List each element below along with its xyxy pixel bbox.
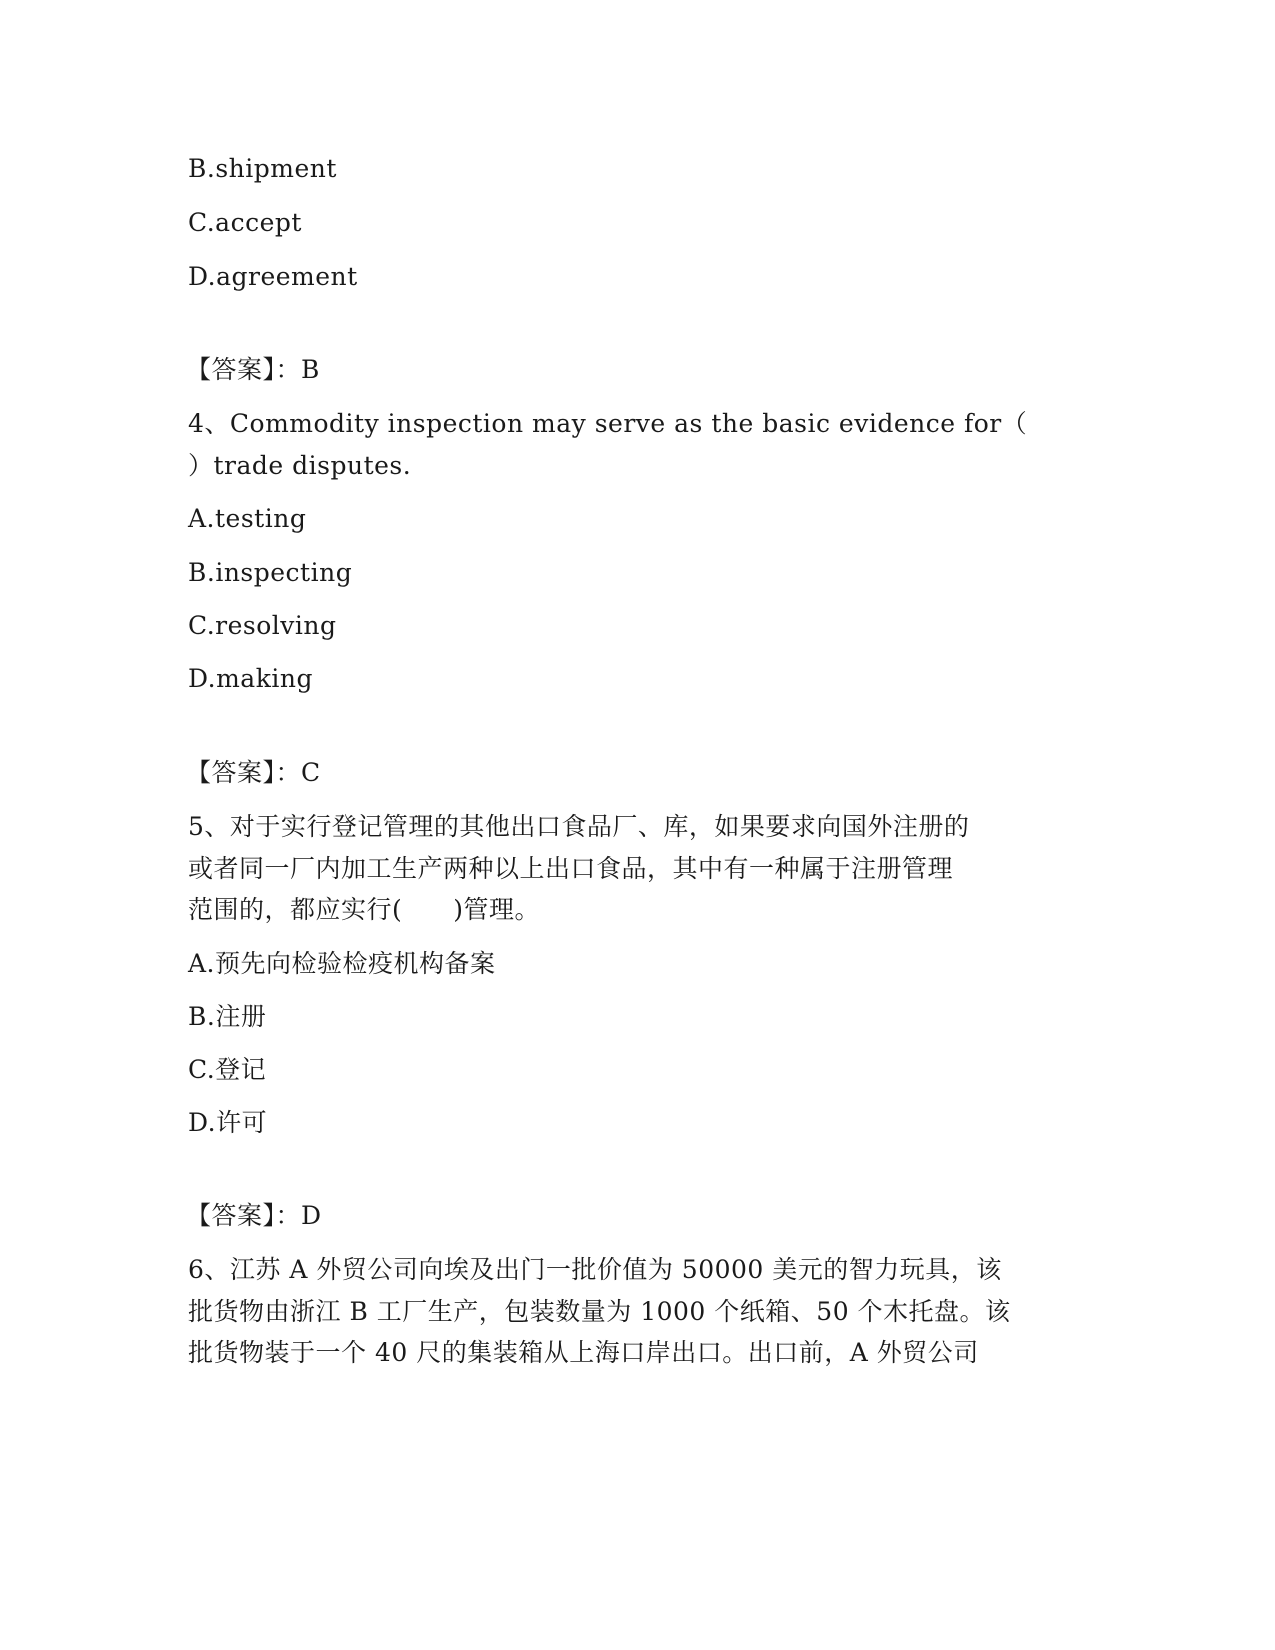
q5-stem-line-3: 范围的，都应实行( )管理。	[188, 895, 541, 924]
q3-option-b: B.shipment	[188, 154, 337, 183]
q6-stem-line-3: 批货物装于一个 40 尺的集装箱从上海口岸出口。出口前，A 外贸公司	[188, 1338, 979, 1367]
q4-stem-line-2: ）trade disputes.	[188, 451, 412, 480]
q5-stem-line-2: 或者同一厂内加工生产两种以上出口食品，其中有一种属于注册管理	[188, 854, 954, 883]
q5-option-d: D.许可	[188, 1108, 268, 1137]
q5-option-b: B.注册	[188, 1002, 267, 1031]
q5-answer: 【答案】：D	[186, 1201, 322, 1230]
q4-option-b: B.inspecting	[188, 558, 353, 587]
q4-option-c: C.resolving	[188, 611, 337, 640]
q4-option-d: D.making	[188, 664, 313, 693]
q6-stem-line-2: 批货物由浙江 B 工厂生产，包装数量为 1000 个纸箱、50 个木托盘。该	[188, 1297, 1011, 1326]
q3-option-c: C.accept	[188, 208, 302, 237]
q6-stem-line-1: 6、江苏 A 外贸公司向埃及出门一批价值为 50000 美元的智力玩具，该	[188, 1255, 1002, 1284]
q4-answer: 【答案】：C	[186, 758, 321, 787]
q4-stem-line-1: 4、Commodity inspection may serve as the basic evidence for（	[188, 409, 1028, 438]
q3-answer: 【答案】：B	[186, 355, 320, 384]
q5-option-a: A.预先向检验检疫机构备案	[188, 949, 496, 978]
q4-option-a: A.testing	[188, 504, 307, 533]
q5-stem-line-1: 5、对于实行登记管理的其他出口食品厂、库，如果要求向国外注册的	[188, 812, 970, 841]
q5-option-c: C.登记	[188, 1055, 267, 1084]
q3-option-d: D.agreement	[188, 262, 358, 291]
